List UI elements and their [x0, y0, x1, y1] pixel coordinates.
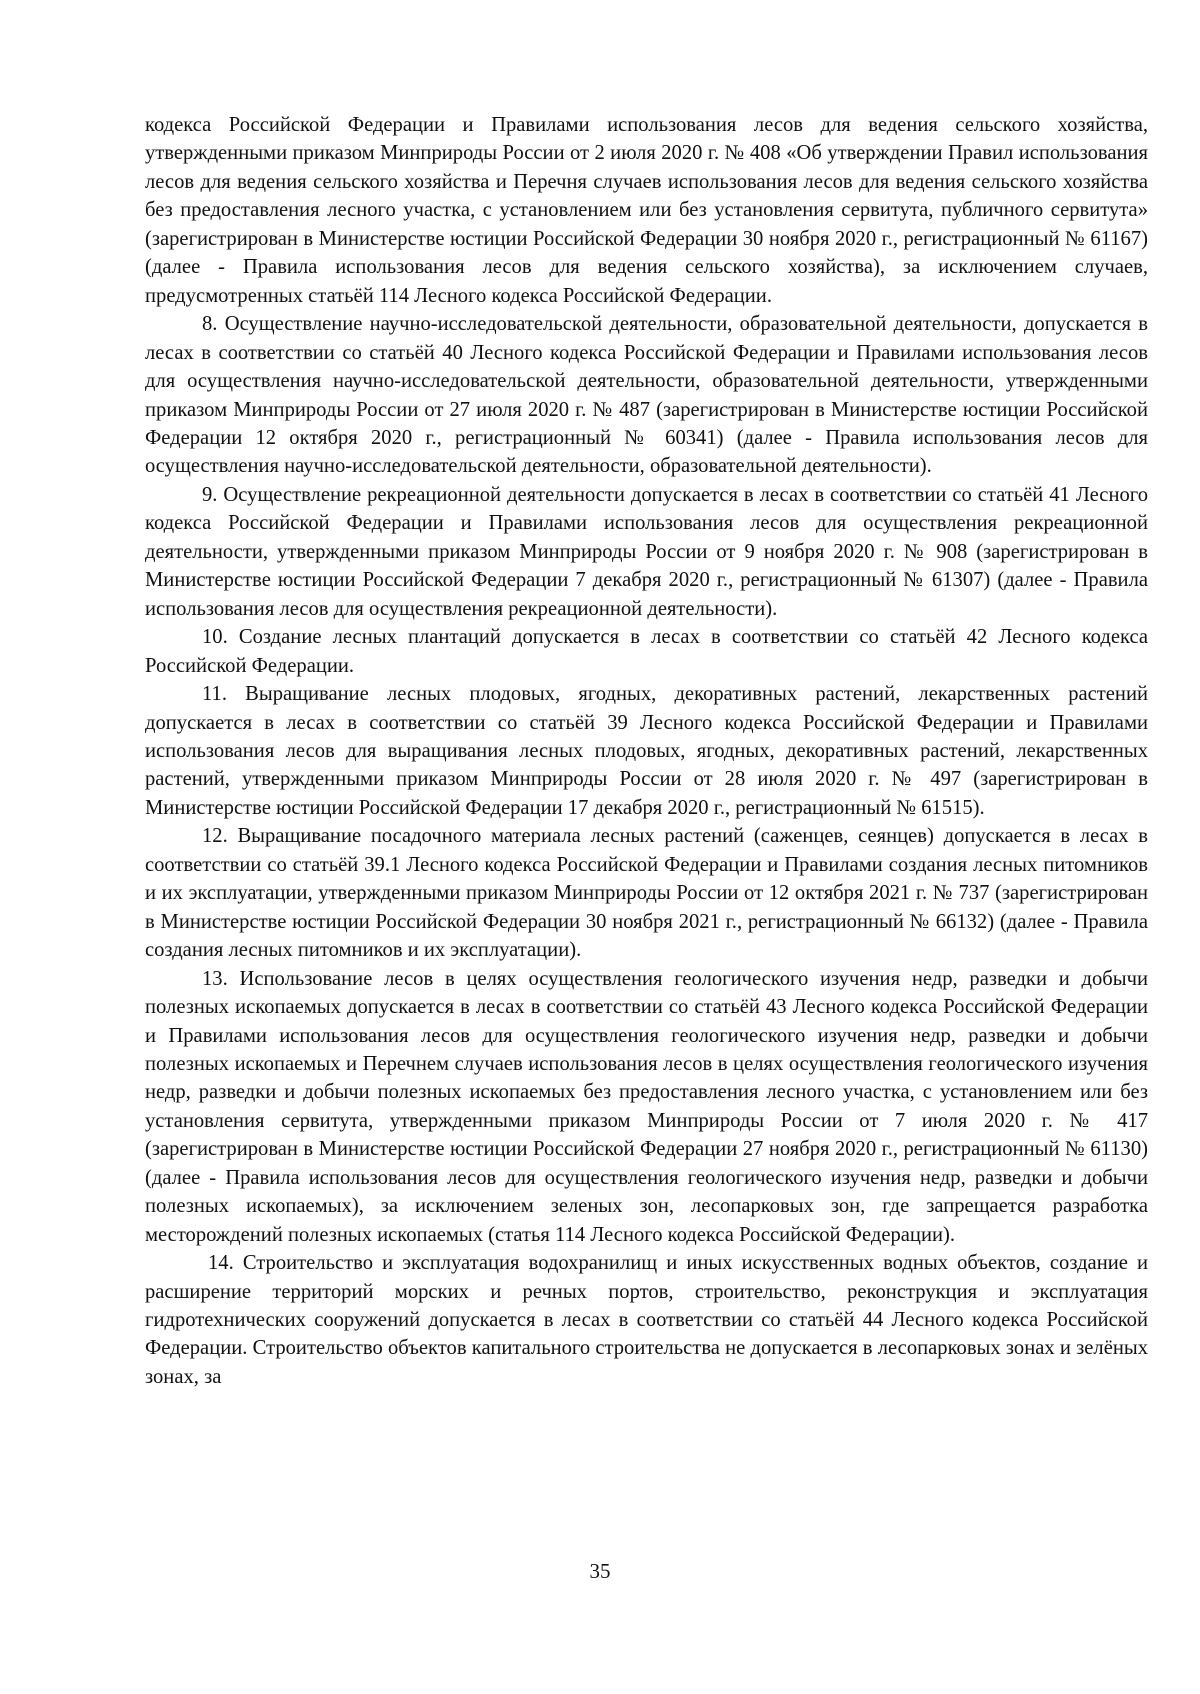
- paragraph-item-10: 10. Создание лесных плантаций допускается в лесах в соответствии со статьёй 42 Лесного кодекса Российской Федерации.: [145, 626, 1148, 677]
- document-body: [145, 111, 1148, 1391]
- paragraph-item-14: 14. Строительство и эксплуатация водохранилищ и иных искусственных водных объектов, создание и расширение территорий морских и речных портов, строительство, реконструкция и эксплуатация гидротехнических сооружений допускается в лесах в соответствии со статьёй 44 Лесного кодекса Российской Федерации. Строительство объектов капитального строительства не допускается в лесопарковых зонах и зелёных зонах, за: [145, 1252, 1148, 1388]
- paragraph-item-12: 12. Выращивание посадочного материала лесных растений (саженцев, сеянцев) допускается в лесах в соответствии со статьёй 39.1 Лесного кодекса Российской Федерации и Правилами создания лесных питомников и их эксплуатации, утвержденными приказом Минприроды России от 12 октября 2021 г. № 737 (зарегистрирован в Министерстве юстиции Российской Федерации 30 ноября 2021 г., регистрационный № 66132) (далее - Правила создания лесных питомников и их эксплуатации).: [145, 825, 1148, 962]
- page-number: 35: [589, 1559, 611, 1583]
- paragraph-item-11: 11. Выращивание лесных плодовых, ягодных, декоративных растений, лекарственных растений допускается в лесах в соответствии со статьёй 39 Лесного кодекса Российской Федерации и Правилами использования лесов для выращивания лесных плодовых, ягодных, декоративных растений, лекарственных растений, утвержденными приказом Минприроды России от 28 июля 2020 г. № 497 (зарегистрирован в Министерстве юстиции Российской Федерации 17 декабря 2020 г., регистрационный № 61515).: [145, 683, 1148, 819]
- paragraph-item-8: 8. Осуществление научно-исследовательской деятельности, образовательной деятельности, допускается в лесах в соответствии со статьёй 40 Лесного кодекса Российской Федерации и Правилами использования лесов для осуществления научно-исследовательской деятельности, образовательной деятельности, утвержденными приказом Минприроды России от 27 июля 2020 г. № 487 (зарегистрирован в Министерстве юстиции Российской Федерации 12 октября 2020 г., регистрационный № 60341) (далее - Правила использования лесов для осуществления научно-исследовательской деятельности, образовательной деятельности).: [145, 313, 1148, 478]
- paragraph-item-9: 9. Осуществление рекреационной деятельности допускается в лесах в соответствии со статьёй 41 Лесного кодекса Российской Федерации и Правилами использования лесов для осуществления рекреационной деятельности, утвержденными приказом Минприроды России от 9 ноября 2020 г. № 908 (зарегистрирован в Министерстве юстиции Российской Федерации 7 декабря 2020 г., регистрационный № 61307) (далее - Правила использования лесов для осуществления рекреационной деятельности).: [145, 483, 1148, 620]
- paragraph-item-13: 13. Использование лесов в целях осуществления геологического изучения недр, разведки и добычи полезных ископаемых допускается в лесах в соответствии со статьёй 43 Лесного кодекса Российской Федерации и Правилами использования лесов для осуществления геологического изучения недр, разведки и добычи полезных ископаемых и Перечнем случаев использования лесов в целях осуществления геологического изучения недр, разведки и добычи полезных ископаемых без предоставления лесного участка, с установлением или без установления сервитута, утвержденными приказом Минприроды России от 7 июля 2020 г. № 417 (зарегистрирован в Министерстве юстиции Российской Федерации 27 ноября 2020 г., регистрационный № 61130) (далее - Правила использования лесов для осуществления геологического изучения недр, разведки и добычи полезных ископаемых), за исключением зеленых зон, лесопарковых зон, где запрещается разработка месторождений полезных ископаемых (статья 114 Лесного кодекса Российской Федерации).: [145, 967, 1148, 1246]
- paragraph-continuation: кодекса Российской Федерации и Правилами использования лесов для ведения сельского хозяйства, утвержденными приказом Минприроды России от 2 июля 2020 г. № 408 «Об утверждении Правил использования лесов для ведения сельского хозяйства и Перечня случаев использования лесов для ведения сельского хозяйства без предоставления лесного участка, с установлением или без установления сервитута, публичного сервитута» (зарегистрирован в Министерстве юстиции Российской Федерации 30 ноября 2020 г., регистрационный № 61167) (далее - Правила использования лесов для ведения сельского хозяйства), за исключением случаев, предусмотренных статьёй 114 Лесного кодекса Российской Федерации.: [145, 114, 1148, 307]
